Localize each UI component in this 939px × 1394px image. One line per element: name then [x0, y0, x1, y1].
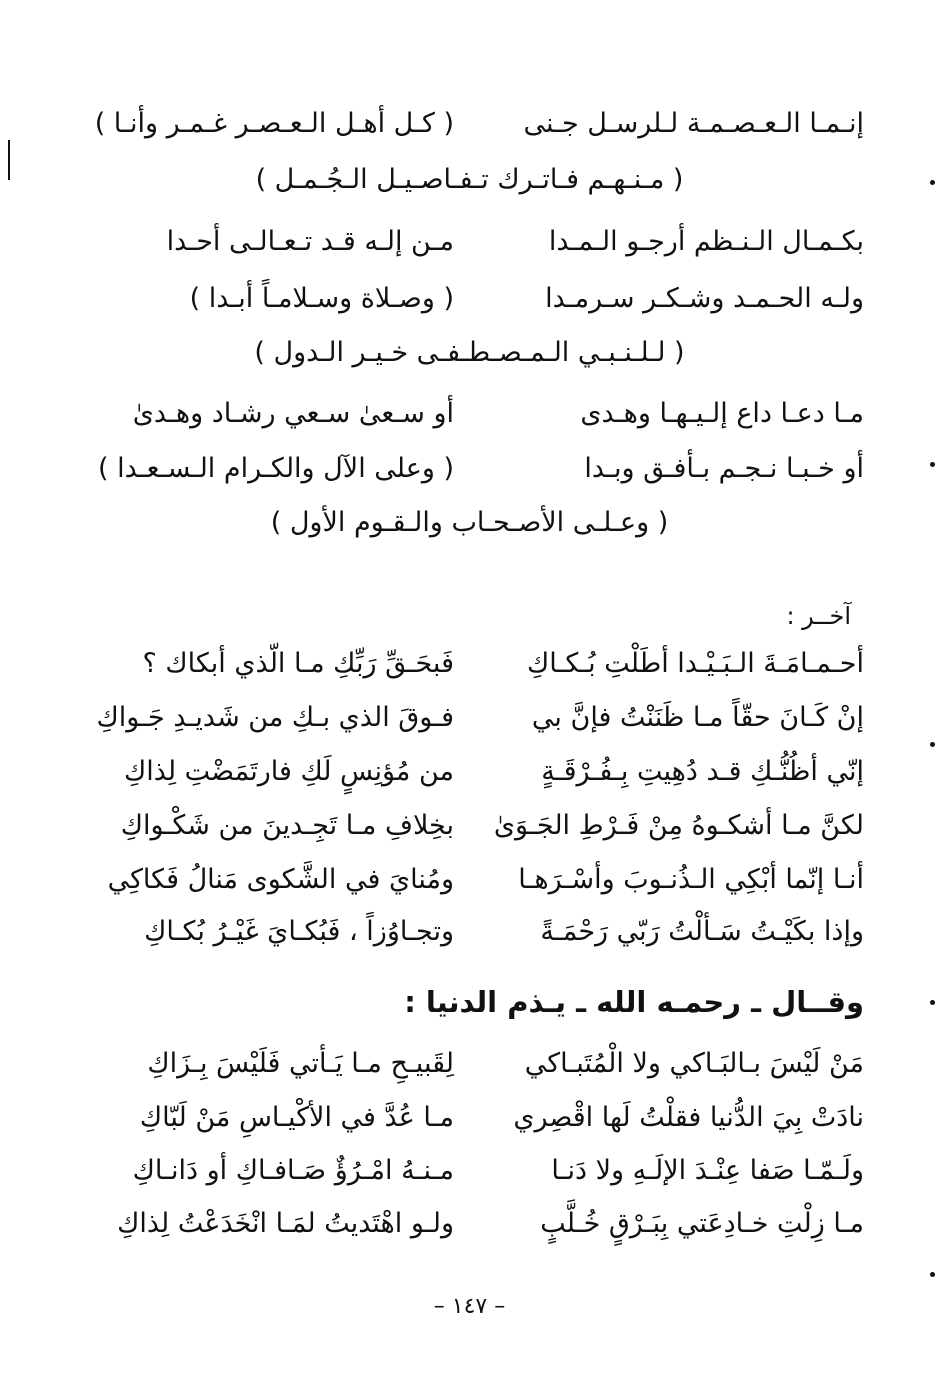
- verse-left-hemistich: ومُنايَ في الشَّكوى مَنالُ فَكاكِي: [107, 864, 454, 895]
- verse-left-hemistich: بخِلافِ مـا تَجِـدينَ من شَكْـواكِ: [120, 810, 454, 841]
- verse-left-hemistich: مـا عُدَّ في الأكْيـاسِ مَنْ لَبّاكِ: [139, 1102, 454, 1133]
- scan-dot: [930, 1000, 935, 1005]
- verse-centered-line: ( وعـلـى الأصـحـاب والـقـوم الأول ): [270, 507, 669, 538]
- verse-right-hemistich: مَنْ لَيْسَ بـالبَـاكي ولا الْمُتَبـاكي: [524, 1048, 864, 1079]
- verse-right-hemistich: لكنَّ مـا أشكـوهُ مِنْ فَـرْطِ الجَـوَىٰ: [493, 810, 864, 841]
- verse-left-hemistich: مـنـهُ امْـرُؤٌ صَـافـاكِ أو دَانـاكِ: [132, 1155, 454, 1186]
- verse-right-hemistich: نادَتْ بِيَ الدُّنيا فقلْتُ لَها اقْصِري: [513, 1102, 864, 1133]
- verse-right-hemistich: مـا دعـا داع إلـيـهـا وهـدى: [580, 398, 864, 429]
- verse-right-hemistich: مـا زِلْتِ خـادِعَتي بِبَـرْقٍ خُـلَّبٍ: [540, 1208, 864, 1239]
- scan-dot: [930, 180, 935, 185]
- verse-left-hemistich: فـوقَ الذي بـكِ من شَديـدِ جَـواكِ: [96, 702, 454, 733]
- verse-centered-line: ( مـنـهـم فـاتـرك تـفـاصـيـل الـجُـمـل ): [255, 164, 684, 195]
- verse-right-hemistich: ولَـمّـا صَفا عِنْـدَ الإلَـهِ ولا دَنـا: [551, 1155, 864, 1186]
- verse-right-hemistich: أحـمـامَـةَ الـبَـيْـدا أطَلْتِ بُـكـاكِ: [526, 648, 864, 679]
- verse-left-hemistich: وتجـاوُزاً ، فَبُكـايَ غَيْـرُ بُكـاكِ: [144, 916, 454, 947]
- verse-right-hemistich: أو خـبـا نـجـم بـأفـق وبـدا: [584, 453, 864, 484]
- verse-left-hemistich: ولـو اهْتَديتُ لمَـا انْخَدَعْتُ لِذاكِ: [117, 1208, 454, 1239]
- verse-right-hemistich: ولـه الحـمـد وشـكـر سـرمـدا: [545, 283, 864, 314]
- page-number: – ١٤٧ –: [433, 1294, 506, 1319]
- verse-right-hemistich: وإذا بكَيْـتُ سَـألْتُ رَبّي رَحْمَـةً: [540, 916, 864, 947]
- verse-left-hemistich: فَبحَـقِّ رَبِّكِ مـا الّذي أبكاك ؟: [142, 648, 454, 679]
- verse-left-hemistich: ( وصـلاة وسـلامـاً أبـدا ): [189, 283, 454, 314]
- verse-right-hemistich: أنـا إنّما أبْكِي الـذُنـوبَ وأسْـرَهـا: [518, 864, 864, 895]
- verse-left-hemistich: مـن إلـه قـد تـعـالـى أحـدا: [166, 226, 454, 257]
- verse-right-hemistich: إنّي أظُنُّـكِ قـد دُهِيتِ بِـفُـرْقَـةٍ: [541, 756, 864, 787]
- verse-left-hemistich: من مُؤنِسٍ لَكِ فارتَمَضْتِ لِذاكِ: [123, 756, 454, 787]
- scan-dot: [930, 1272, 935, 1277]
- verse-left-hemistich: أو سـعىٰ سـعي رشـاد وهـدىٰ: [132, 398, 454, 429]
- verse-left-hemistich: ( وعلى الآل والكـرام الـسـعـدا ): [97, 453, 454, 484]
- verse-right-hemistich: بكـمـال الـنـظم أرجـو الـمـدا: [548, 226, 864, 257]
- section-heading: وقــال ـ رحمـه الله ـ يـذم الدنيا :: [404, 985, 864, 1019]
- scan-dot: [930, 462, 935, 467]
- verse-right-hemistich: إنـمـا الـعـصـمـة لـلرسـل جـنى: [523, 108, 864, 139]
- scan-dot: [930, 742, 935, 747]
- verse-left-hemistich: ( كـل أهـل الـعـصـر غـمـر وأنـا ): [94, 108, 454, 139]
- verse-left-hemistich: لِقَبيـحِ مـا يَـأتي فَلَيْسَ بِـزَاكِ: [147, 1048, 454, 1079]
- scan-mark: [8, 140, 10, 180]
- verse-right-hemistich: إنْ كَـانَ حقّاً مـا ظَنَنْتُ فإنَّ بي: [531, 702, 864, 733]
- verse-centered-line: ( لـلـنـبـي الـمـصـطـفـى خـيـر الـدول ): [254, 337, 685, 368]
- section-label-other: آخــر :: [786, 602, 851, 630]
